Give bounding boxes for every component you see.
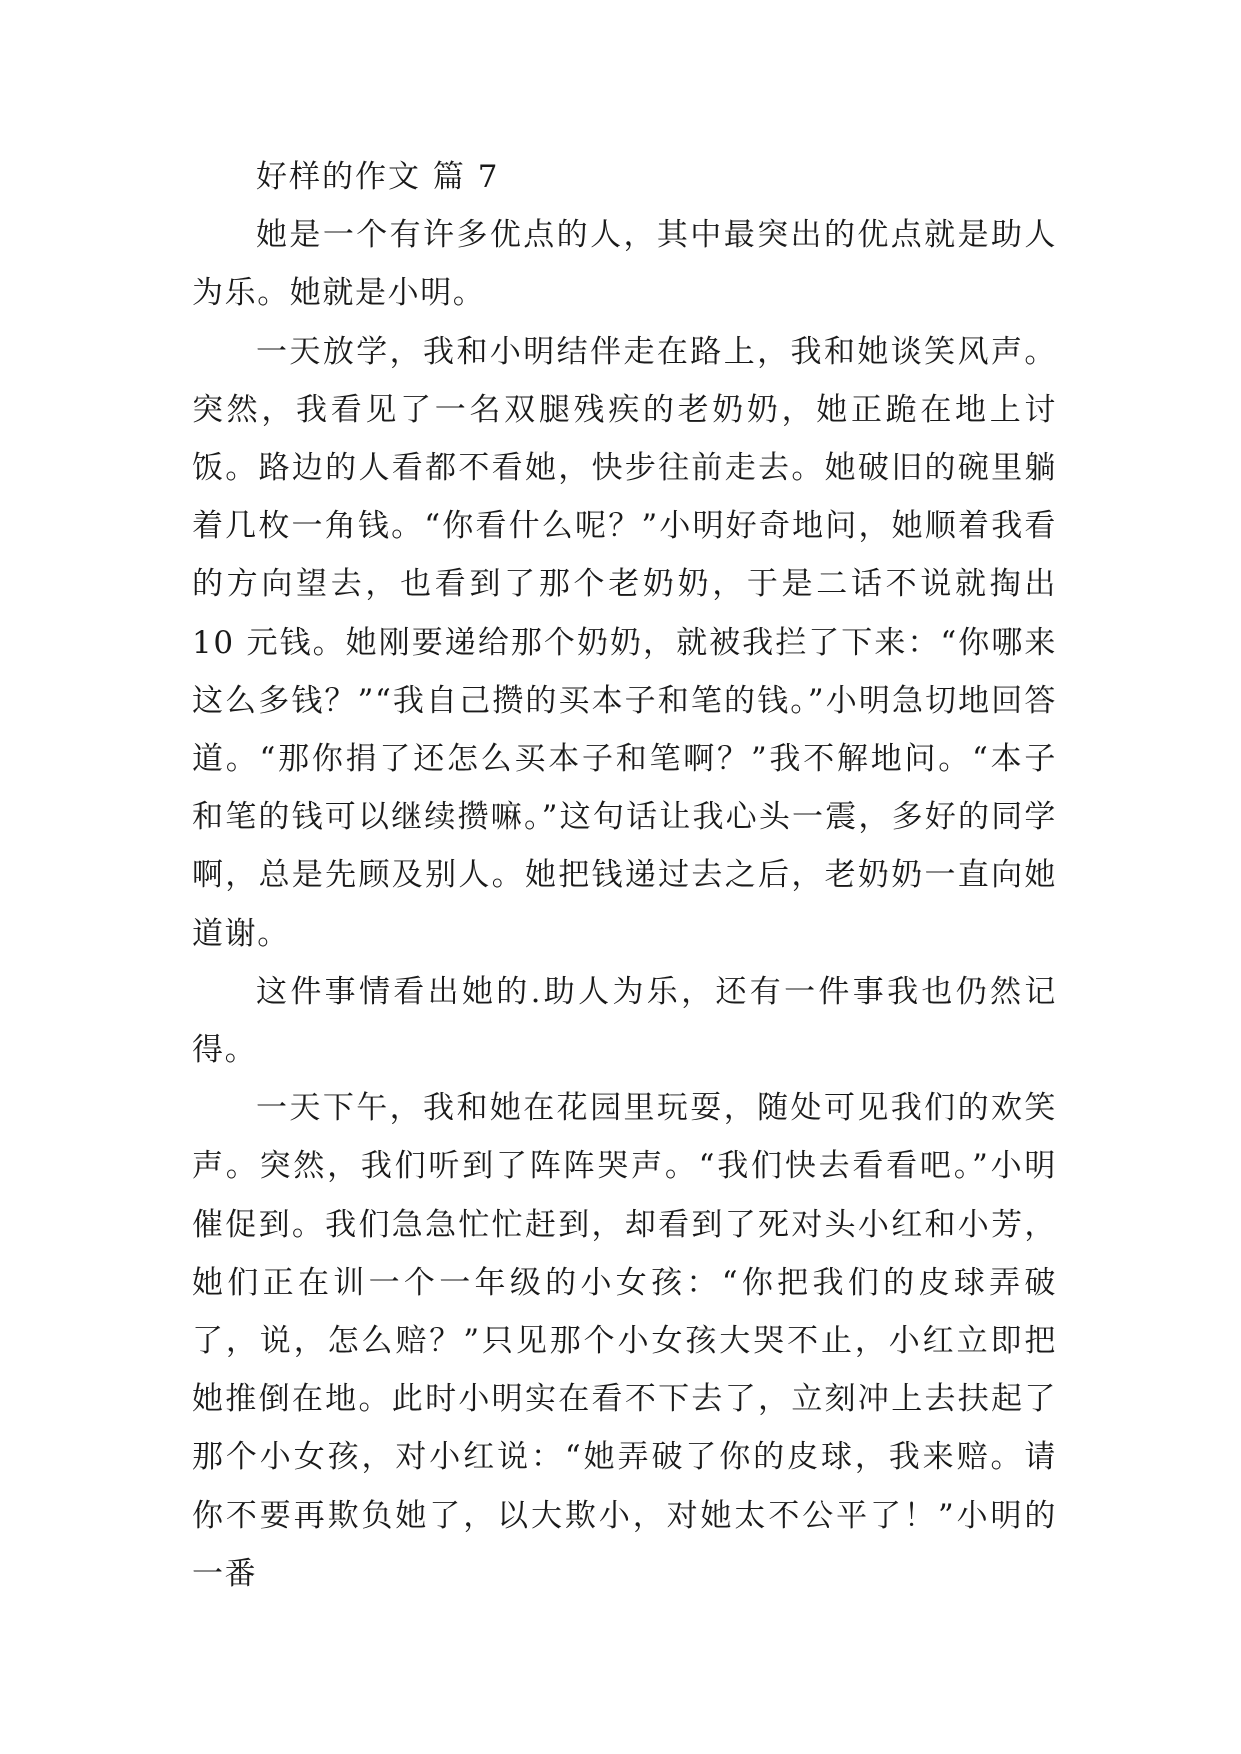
paragraph: 一天下午，我和她在花园里玩耍，随处可见我们的欢笑声。突然，我们听到了阵阵哭声。“我们快去看看吧。”小明催促到。我们急急忙忙赶到，却看到了死对头小红和小芳，她们正在训一个一年级的小女孩：“你把我们的皮球弄破了，说，怎么赔？”只见那个小女孩大哭不止，小红立即把她推倒在地。此时小明实在看不下去了，立刻冲上去扶起了那个小女孩，对小红说：“她弄破了你的皮球，我来赔。请你不要再欺负她了，以大欺小，对她太不公平了！”小明的一番 bbox=[192, 1090, 1057, 1592]
paragraph: 一天放学，我和小明结伴走在路上，我和她谈笑风声。突然，我看见了一名双腿残疾的老奶奶，她正跪在地上讨饭。路边的人看都不看她，快步往前走去。她破旧的碗里躺着几枚一角钱。“你看什么呢？”小明好奇地问，她顺着我看的方向望去，也看到了那个老奶奶，于是二话不说就掏出 10 元钱。她刚要递给那个奶奶，就被我拦了下来：“你哪来这么多钱？”“我自己攒的买本子和笔的钱。”小明急切地回答道。“那你捐了还怎么买本子和笔啊？”我不解地问。“本子和笔的钱可以继续攒嘛。”这句话让我心头一震，多好的同学啊，总是先顾及别人。她把钱递过去之后，老奶奶一直向她道谢。 bbox=[192, 333, 1057, 952]
essay-body bbox=[192, 148, 1057, 1603]
paragraph: 这件事情看出她的.助人为乐，还有一件事我也仍然记得。 bbox=[192, 973, 1057, 1069]
essay-title: 好样的作文 篇 7 bbox=[256, 159, 500, 195]
paragraph: 她是一个有许多优点的人，其中最突出的优点就是助人为乐。她就是小明。 bbox=[192, 217, 1057, 312]
